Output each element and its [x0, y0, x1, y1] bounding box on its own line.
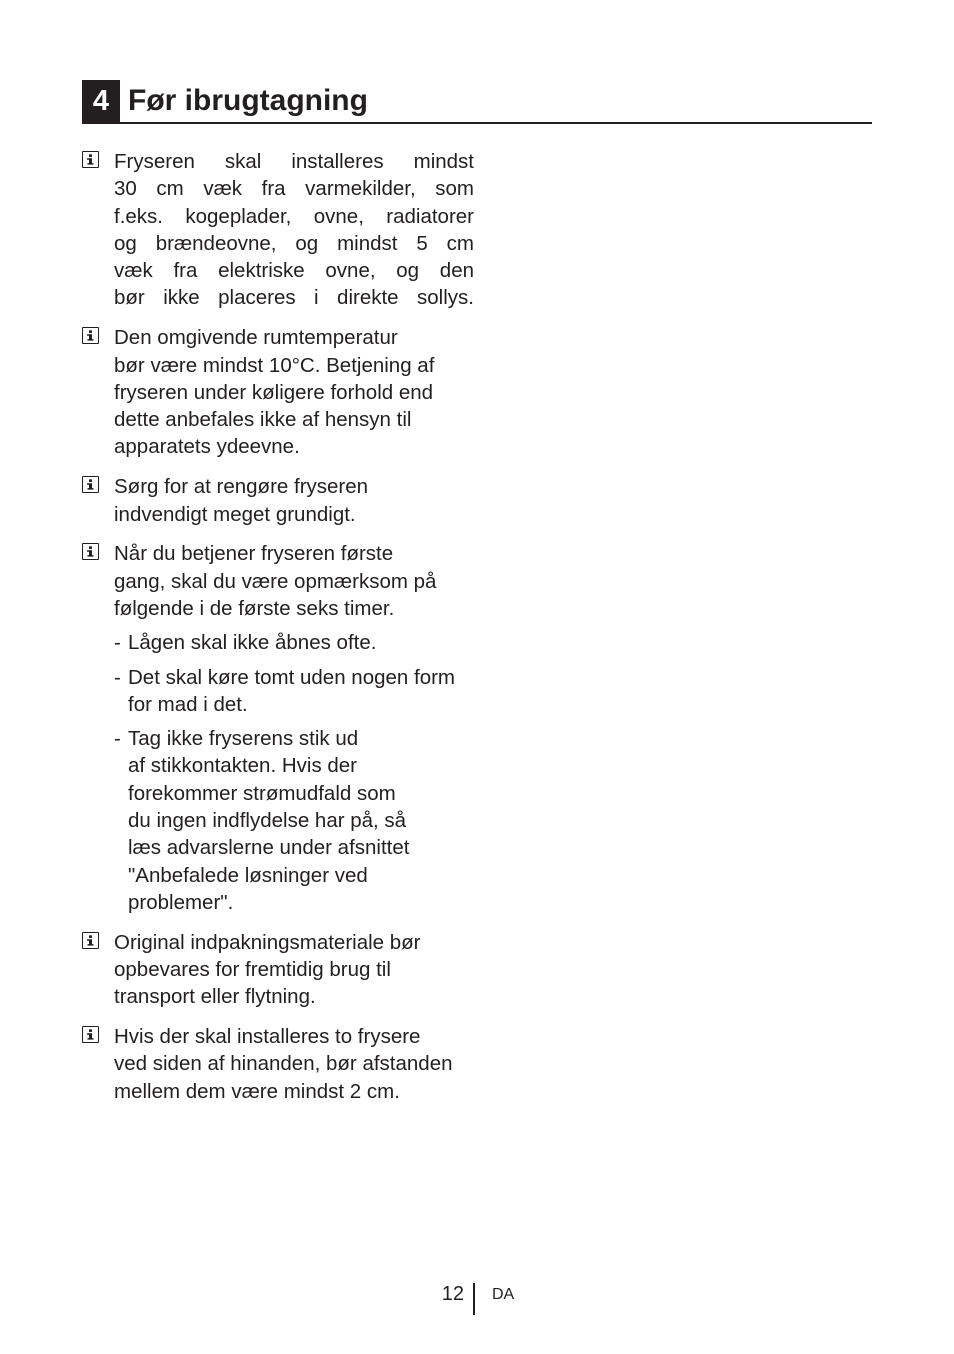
- sub-item-text: [128, 629, 474, 656]
- text-line: problemer".: [128, 890, 234, 914]
- instruction-list: [82, 148, 474, 1118]
- info-list-item: [82, 540, 474, 916]
- sub-list: [114, 629, 474, 916]
- text-line: Det skal køre tomt uden nogen form: [128, 665, 456, 689]
- text-line: indvendigt meget grundigt.: [114, 502, 356, 526]
- chapter-header: [82, 80, 872, 124]
- text-line: dette anbefales ikke af hensyn til: [114, 408, 412, 432]
- text-line: mellem dem være mindst 2 cm.: [114, 1079, 400, 1103]
- info-icon: [82, 151, 99, 168]
- text-line: ved siden af hinanden, bør afstanden: [114, 1052, 453, 1076]
- text-line: fryseren under køligere forhold end: [114, 380, 434, 404]
- sub-item-text: [128, 725, 474, 916]
- text-line: apparatets ydeevne.: [114, 435, 300, 459]
- text-line: Når du betjener fryseren første: [114, 542, 394, 566]
- bullet-dash: -: [114, 665, 121, 689]
- text-line: Original indpakningsmateriale bør: [114, 930, 421, 954]
- text-line: Fryseren skal installeres mindst: [114, 150, 474, 173]
- text-line: opbevares for fremtidig brug til: [114, 958, 391, 982]
- info-list-item: [82, 324, 474, 460]
- bullet-dash: -: [114, 727, 121, 751]
- text-line: transport eller flytning.: [114, 985, 316, 1009]
- text-line: af stikkontakten. Hvis der: [128, 754, 358, 778]
- item-text: [114, 929, 474, 1011]
- text-line: Tag ikke fryserens stik ud: [128, 727, 359, 751]
- sub-item-text: [128, 664, 474, 719]
- info-list-item: [82, 1023, 474, 1105]
- text-line: Den omgivende rumtemperatur: [114, 326, 398, 350]
- footer-divider: [473, 1283, 475, 1315]
- text-line: væk fra elektriske ovne, og den: [114, 259, 474, 283]
- text-line: bør være mindst 10°C. Betjening af: [114, 353, 435, 377]
- sub-list-item: [114, 664, 474, 719]
- bullet-dash: -: [114, 631, 121, 655]
- text-line: forekommer strømudfald som: [128, 781, 396, 805]
- text-line: for mad i det.: [128, 692, 248, 716]
- info-list-item: [82, 929, 474, 1011]
- sub-list-item: [114, 629, 474, 656]
- sub-list-item: [114, 725, 474, 916]
- text-line: f.eks. kogeplader, ovne, radiatorer: [114, 204, 474, 228]
- chapter-title: Før ibrugtagning: [128, 84, 368, 117]
- text-line: gang, skal du være opmærksom på: [114, 569, 437, 593]
- text-line: og brændeovne, og mindst 5 cm: [114, 231, 474, 255]
- text-line: 30 cm væk fra varmekilder, som: [114, 177, 474, 201]
- text-line: følgende i de første seks timer.: [114, 596, 395, 620]
- info-list-item: [82, 148, 474, 312]
- page-number: 12: [441, 1283, 464, 1305]
- text-line: "Anbefalede løsninger ved: [128, 863, 368, 887]
- info-icon: [82, 1026, 99, 1043]
- item-text: [114, 473, 474, 528]
- info-icon: [82, 932, 99, 949]
- text-line: Sørg for at rengøre fryseren: [114, 475, 369, 499]
- text-line: Hvis der skal installeres to frysere: [114, 1025, 421, 1049]
- text-line: læs advarslerne under afsnittet: [128, 836, 410, 860]
- info-icon: [82, 476, 99, 493]
- item-text: [114, 324, 474, 460]
- info-list-item: [82, 473, 474, 528]
- text-line: Lågen skal ikke åbnes ofte.: [128, 631, 377, 655]
- item-text: [114, 148, 474, 312]
- item-text: [114, 540, 474, 622]
- text-line: du ingen indflydelse har på, så: [128, 809, 407, 833]
- info-icon: [82, 543, 99, 560]
- chapter-number: 4: [82, 80, 120, 122]
- language-code: DA: [492, 1286, 515, 1303]
- text-line: bør ikke placeres i direkte sollys.: [114, 286, 474, 310]
- item-text: [114, 1023, 474, 1105]
- info-icon: [82, 327, 99, 344]
